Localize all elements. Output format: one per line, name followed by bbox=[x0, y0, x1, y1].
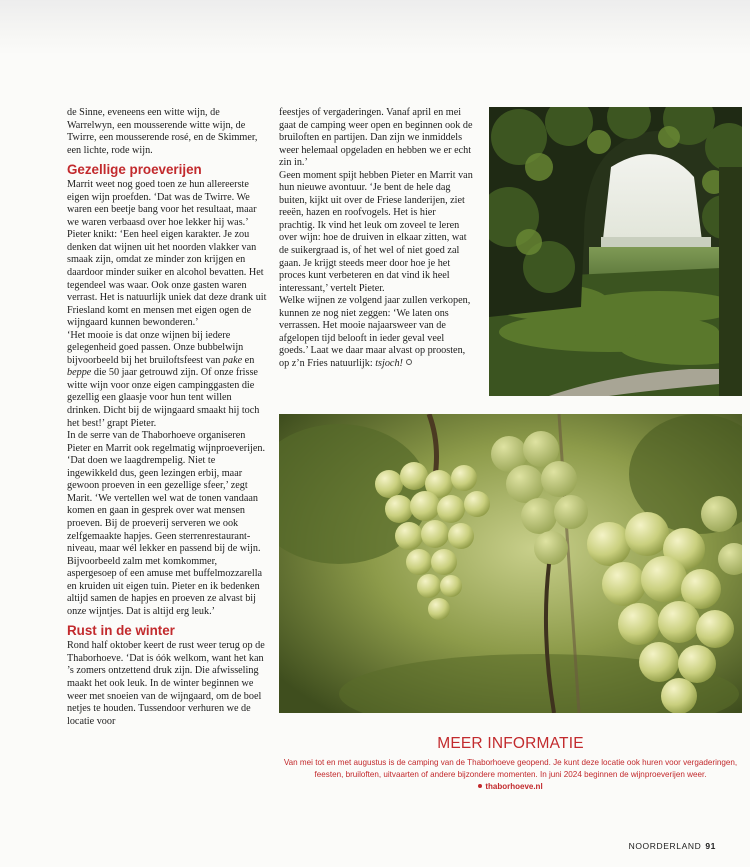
heading-rust-in-de-winter: Rust in de winter bbox=[67, 623, 175, 639]
magazine-name: NOORDERLAND bbox=[628, 841, 702, 851]
paragraph-tastings: In de serre van de Thaborhoeve organiseren Pieter en Marrit ook regelmatig wijnproeverijen. ‘Dat doen we laagdrempelig. Niet te ingewikkeld dus, geen lezingen erbij, maar gewoon proeven in een gezellige sfeer,’ zegt Marit. ‘We vertellen wel wat de tonen vandaan komen en gaan in gesprek over wat mensen proeven. Bij de proeverij serveren we ook zelfgemaakte hapjes. Geen sterrenrestaurant-niveau, maar wél lekker en passend bij de wijn. Bijvoorbeeld zalm met komkommer, aspergesoep of een amuse met buffelmozzarella en kruiden uit eigen tuin. Pieter en ik bedenken altijd samen de hapjes en proeven ze alvast bij onze wijntjes. Dat is altijd erg leuk.’ bbox=[67, 430, 266, 617]
heading-gezellige-proeverijen: Gezellige proeverijen bbox=[67, 162, 202, 178]
photo-grape-cluster bbox=[279, 414, 742, 713]
end-mark-icon bbox=[406, 359, 412, 365]
paragraph-toast: Welke wijnen ze volgend jaar zullen verkopen, kunnen ze nog niet zeggen: ‘We laten ons verrassen. Het mooie najaarsweer van de afgelopen tijd belooft in ieder geval veel goeds.’ Laat we daar maar alvast op proosten, op z’n Fries natuurlijk: tsjoch! bbox=[279, 295, 471, 369]
text-column-left bbox=[67, 107, 267, 728]
text-column-middle bbox=[279, 107, 474, 370]
info-text: Van mei tot en met augustus is de camping van de Thaborhoeve geopend. Je kunt deze locatie ook huren voor vergaderingen, feesten, bruiloften, uitvaarten of andere bijzondere momenten. In juni 2024 beginnen de wijnproeverijen weer. bbox=[283, 758, 738, 779]
paragraph-spring: feestjes of vergaderingen. Vanaf april en mei gaat de camping weer open en beginnen ook de bruiloften en partijen. Dan zijn we inmiddels weer helemaal opgeladen en hebben we er echt zin in.’ bbox=[279, 107, 473, 169]
paragraph-no-regret: Geen moment spijt hebben Pieter en Marrit van hun nieuwe avontuur. ‘Je bent de hele dag buiten, kijkt uit over de Friese landerijen, ziet reeën, hazen en roofvogels. Het is hier prachtig. Ik vind het leuk om zoveel te leren over wijn: hoe de druiven in elkaar zitten, wat de suikergraad is, of het wel of niet goed zal gaan. Je krijgt steeds meer door hoe je het proces kunt verbeteren en dat vind ik heel interessant,’ vertelt Pieter. bbox=[279, 169, 473, 294]
info-link[interactable] bbox=[279, 782, 742, 791]
info-box bbox=[279, 735, 742, 791]
photo-vineyard-archway bbox=[489, 107, 742, 396]
bullet-icon bbox=[478, 784, 482, 788]
top-margin bbox=[0, 0, 750, 55]
paragraph-winter: Rond half oktober keert de rust weer terug op de Thaborhoeve. ‘Dat is óók welkom, want het kan ’s zomers ontzettend druk zijn. Die afwisseling maakt het ook leuk. In de winter beginnen we weer met snoeien van de wijngaard, om de boel netjes te houden. Tussendoor verhuren we de locatie voor bbox=[67, 640, 265, 727]
page-footer bbox=[629, 841, 716, 851]
intro-paragraph: de Sinne, eveneens een witte wijn, de Warrelwyn, een mousserende witte wijn, de Twirre, een mousserende rosé, en de Skimmer, een lichte, rode wijn. bbox=[67, 107, 258, 156]
info-title: MEER INFORMATIE bbox=[437, 735, 584, 752]
page-number: 91 bbox=[705, 841, 716, 851]
paragraph-occasions: ‘Het mooie is dat onze wijnen bij iedere gelegenheid goed passen. Onze bubbelwijn bijvoorbeeld bij het bruiloftsfeest van pake en beppe die 50 jaar getrouwd zijn. Of onze frisse witte wijn voor onze eigen campinggasten die gezellig een glaasje voor hun tent willen drinken. Dicht bij de wijngaard smaakt hij toch het best!’ grapt Pieter. bbox=[67, 329, 260, 429]
paragraph-first-wine: Marrit weet nog goed toen ze hun allereerste eigen wijn proefden. ‘Dat was de Twirre. We waren een beetje bang voor het resultaat, maar we waren verbaasd over hoe lekker hij was.’ Pieter knikt: ‘Een heel eigen karakter. Je zou denken dat wijnen uit het noorden vlakker van smaak zijn, omdat ze minder zon krijgen en daardoor minder suiker en alcohol bevatten. Het tegendeel was waar. Ook onze gasten waren verrast. Het is natuurlijk uniek dat deze drank uit Friesland komt en mensen met eigen ogen de wijngaard kunnen bewonderen.’ bbox=[67, 179, 267, 329]
info-link-label: thaborhoeve.nl bbox=[485, 781, 543, 791]
